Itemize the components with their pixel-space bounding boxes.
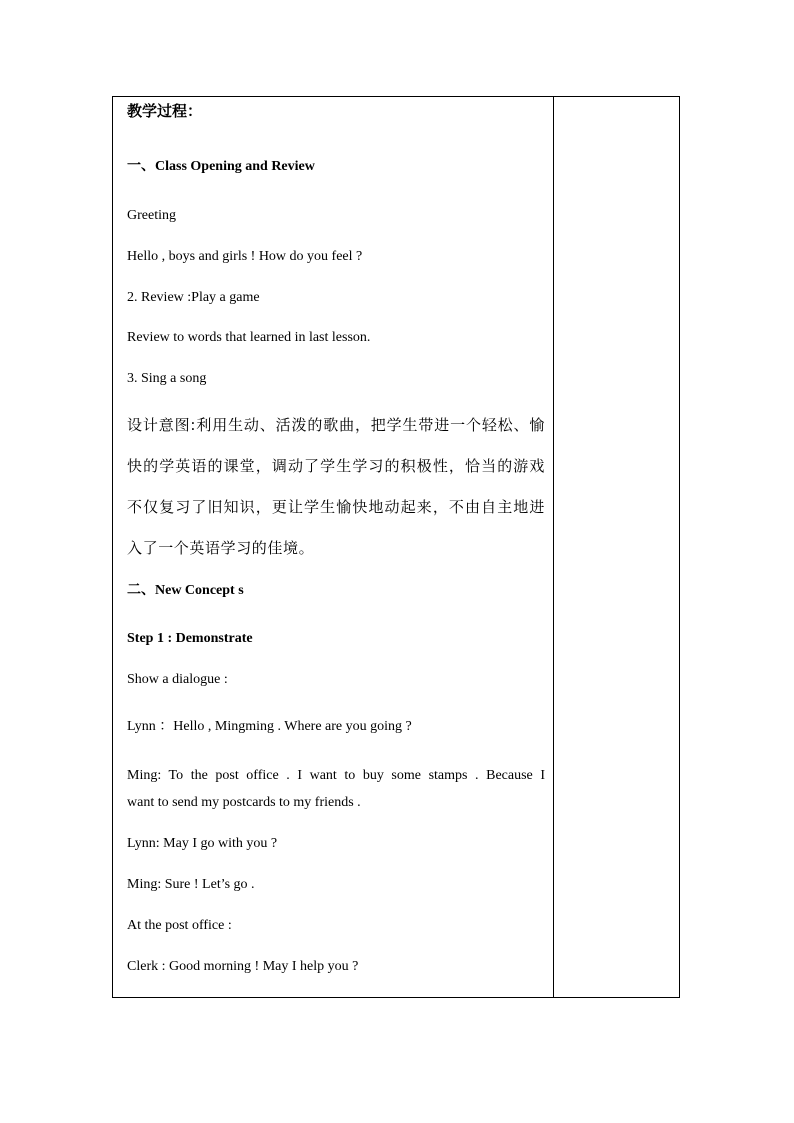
dialogue-line: At the post office : bbox=[127, 918, 232, 933]
sing-item: 3. Sing a song bbox=[127, 371, 207, 386]
step1-heading: Step 1 : Demonstrate bbox=[127, 631, 253, 646]
lesson-plan-table bbox=[112, 96, 680, 998]
dialogue-line: want to send my postcards to my friends . bbox=[127, 795, 361, 810]
notes-cell bbox=[554, 97, 680, 997]
review-item: 2. Review :Play a game bbox=[127, 290, 260, 305]
dialogue-line: Ming: To the post office . I want to buy some stamps . Because I bbox=[127, 768, 545, 783]
section-new-concepts-heading: 二、New Concept s bbox=[127, 583, 244, 598]
greeting-label: Greeting bbox=[127, 208, 176, 223]
dialogue-line: Ming: Sure ! Let’s go . bbox=[127, 877, 255, 892]
dialogue-line: Lynn: May I go with you ? bbox=[127, 836, 278, 851]
design-intent-line-4: 入了一个英语学习的佳境。 bbox=[127, 539, 315, 557]
design-intent-line-2: 快的学英语的课堂，调动了学生学习的积极性，恰当的游戏 bbox=[127, 457, 545, 475]
design-intent-line-1: 设计意图:利用生动、活泼的歌曲，把学生带进一个轻松、愉 bbox=[127, 416, 545, 434]
hello-line: Hello , boys and girls ! How do you feel ? bbox=[127, 249, 363, 264]
review-description: Review to words that learned in last lesson. bbox=[127, 330, 371, 345]
design-intent-line-3: 不仅复习了旧知识，更让学生愉快地动起来，不由自主地进 bbox=[127, 498, 545, 516]
section-class-opening-heading: 一、Class Opening and Review bbox=[127, 159, 315, 174]
teaching-process-cell bbox=[113, 97, 553, 997]
dialogue-line: Clerk : Good morning ! May I help you ? bbox=[127, 959, 359, 974]
teaching-process-title: 教学过程： bbox=[127, 102, 203, 120]
dialogue-line: Lynn ：Hello , Mingming . Where are you going ? bbox=[127, 719, 412, 734]
show-dialogue-label: Show a dialogue : bbox=[127, 672, 228, 687]
